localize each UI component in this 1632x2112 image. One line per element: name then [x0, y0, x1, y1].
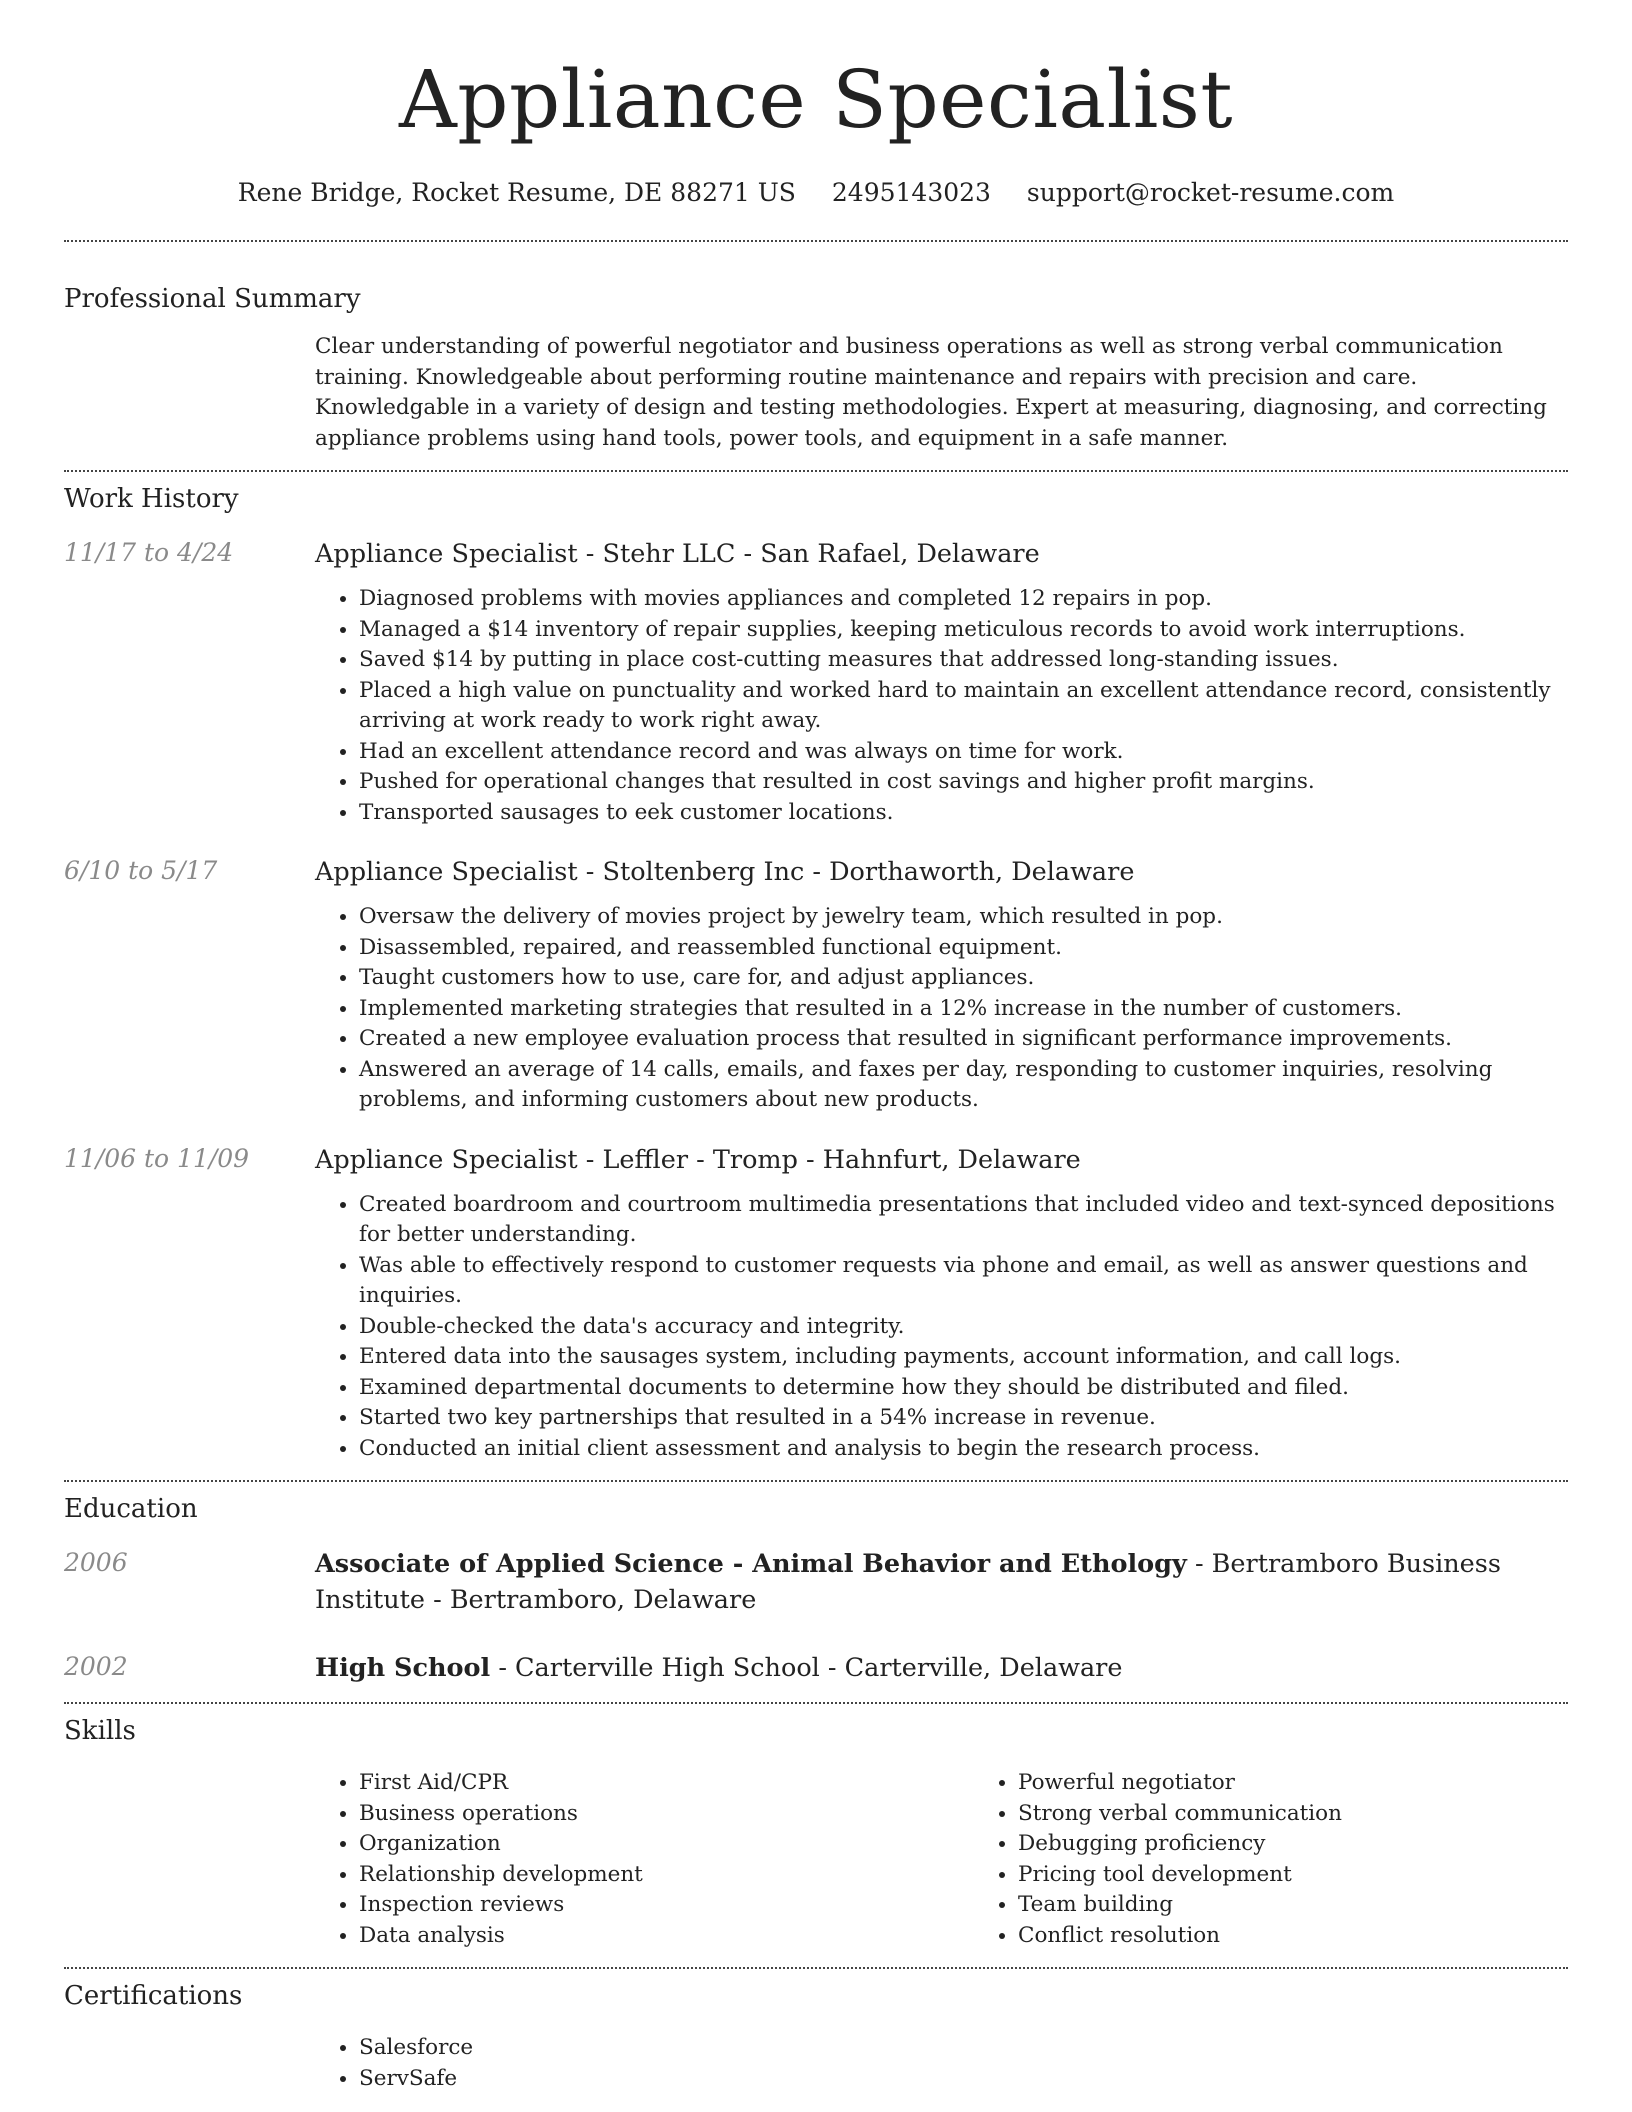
education-year: 2006 [64, 1548, 128, 1577]
education-heading [315, 1650, 1568, 1686]
skills-list-right [974, 1768, 1632, 1951]
job-bullet: • Diagnosed problems with movies appliances and completed 12 repairs in pop. [359, 584, 1568, 615]
job-bullet: • Conducted an initial client assessment and analysis to begin the research process. [359, 1434, 1568, 1465]
education-section [64, 1492, 1568, 1686]
education-degree: Associate of Applied Science - Animal Behavior and Ethology [315, 1549, 1187, 1579]
skill-item: • Data analysis [359, 1921, 974, 1952]
resume-name: Appliance Specialist [399, 53, 1233, 146]
job-bullet: • Transported sausages to eek customer locations. [359, 798, 1568, 829]
job-heading: Appliance Specialist - Stehr LLC - San Rafael, Delaware [315, 539, 1040, 569]
skill-item: • Pricing tool development [1018, 1860, 1632, 1891]
skill-item: • Organization [359, 1829, 974, 1860]
job-bullets [315, 584, 1568, 828]
certifications-section [64, 1979, 1568, 2094]
job-bullet: • Was able to effectively respond to customer requests via phone and email, as well as answer questions and inquiries. [359, 1251, 1568, 1312]
summary-section [64, 282, 1568, 454]
education-heading [315, 1546, 1568, 1618]
divider [64, 240, 1568, 242]
contact-email: support@rocket-resume.com [1026, 178, 1395, 207]
job-heading: Appliance Specialist - Stoltenberg Inc - Dorthaworth, Delaware [315, 857, 1135, 887]
contact-address: Rene Bridge, Rocket Resume, DE 88271 US [237, 178, 796, 207]
job-heading: Appliance Specialist - Leffler - Tromp - Hahnfurt, Delaware [315, 1144, 1081, 1175]
skill-item: • Debugging proficiency [1018, 1829, 1632, 1860]
skill-item: • Powerful negotiator [1018, 1768, 1632, 1799]
job-entry [64, 536, 1568, 828]
job-bullets [315, 902, 1568, 1116]
resume-page [64, 0, 1568, 2094]
job-bullet: • Placed a high value on punctuality and worked hard to maintain an excellent attendance record, consistently arriving at work ready to work right away. [359, 676, 1568, 737]
job-bullet: • Entered data into the sausages system, including payments, account information, and call logs. [359, 1342, 1568, 1373]
job-bullet: • Implemented marketing strategies that resulted in a 12% increase in the number of customers. [359, 994, 1568, 1025]
skills-list-left [315, 1768, 974, 1951]
job-bullet: • Created boardroom and courtroom multimedia presentations that included video and text-synced depositions for better understanding. [359, 1190, 1568, 1251]
education-school: - Bertramboro Business Institute - Bertramboro, Delaware [315, 1549, 1501, 1615]
section-title-skills: Skills [64, 1716, 136, 1746]
job-dates: 11/06 to 11/09 [64, 1143, 250, 1173]
divider [64, 1967, 1568, 1969]
skills-section [64, 1714, 1568, 1951]
job-bullet: • Started two key partnerships that resulted in a 54% increase in revenue. [359, 1403, 1568, 1434]
job-bullet: • Disassembled, repaired, and reassembled functional equipment. [359, 933, 1568, 964]
job-dates: 6/10 to 5/17 [64, 856, 218, 885]
skill-item: • Team building [1018, 1890, 1632, 1921]
certification-item: • Salesforce [359, 2033, 1568, 2064]
job-bullet: • Oversaw the delivery of movies project by jewelry team, which resulted in pop. [359, 902, 1568, 933]
education-school: - Carterville High School - Carterville, Delaware [490, 1653, 1123, 1683]
skill-item: • Relationship development [359, 1860, 974, 1891]
skill-item: • Inspection reviews [359, 1890, 974, 1921]
job-bullet: • Had an excellent attendance record and was always on time for work. [359, 737, 1568, 768]
job-entry [64, 1142, 1568, 1465]
section-title-work: Work History [64, 484, 239, 514]
job-bullet: • Created a new employee evaluation process that resulted in significant performance improvements. [359, 1024, 1568, 1055]
job-bullet: • Pushed for operational changes that resulted in cost savings and higher profit margins. [359, 767, 1568, 798]
education-degree: High School [315, 1653, 491, 1683]
section-title-certifications: Certifications [64, 1981, 243, 2011]
job-bullets [315, 1190, 1568, 1465]
contact-line [64, 176, 1568, 210]
job-bullet: • Double-checked the data's accuracy and integrity. [359, 1312, 1568, 1343]
certification-item: • ServSafe [359, 2064, 1568, 2095]
job-bullet: • Managed a $14 inventory of repair supplies, keeping meticulous records to avoid work interruptions. [359, 615, 1568, 646]
section-title-summary: Professional Summary [64, 284, 361, 314]
job-bullet: • Saved $14 by putting in place cost-cutting measures that addressed long-standing issues. [359, 645, 1568, 676]
education-entry [64, 1650, 1568, 1686]
work-section [64, 482, 1568, 1464]
skill-item: • First Aid/CPR [359, 1768, 974, 1799]
divider [64, 470, 1568, 472]
education-entry [64, 1546, 1568, 1618]
section-title-education: Education [64, 1494, 198, 1524]
contact-phone: 2495143023 [831, 178, 991, 207]
job-bullet: • Answered an average of 14 calls, emails, and faxes per day, responding to customer inquiries, resolving problems, and informing customers about new products. [359, 1055, 1568, 1116]
job-dates: 11/17 to 4/24 [64, 538, 234, 567]
divider [64, 1702, 1568, 1704]
divider [64, 1480, 1568, 1482]
education-year: 2002 [64, 1652, 128, 1681]
job-bullet: • Examined departmental documents to determine how they should be distributed and filed. [359, 1373, 1568, 1404]
skill-item: • Strong verbal communication [1018, 1799, 1632, 1830]
job-entry [64, 854, 1568, 1116]
certifications-list [315, 2033, 1568, 2094]
skill-item: • Business operations [359, 1799, 974, 1830]
job-bullet: • Taught customers how to use, care for, and adjust appliances. [359, 963, 1568, 994]
skill-item: • Conflict resolution [1018, 1921, 1632, 1952]
summary-text: Clear understanding of powerful negotiator and business operations as well as strong verbal communication training. Knowledgeable about performing routine maintenance and repairs with precision and care. Knowledgable in a variety of design and testing methodologies. Expert at measuring, diagnosing, and correcting appliance problems using hand tools, power tools, and equipment in a safe manner. [315, 334, 1547, 451]
